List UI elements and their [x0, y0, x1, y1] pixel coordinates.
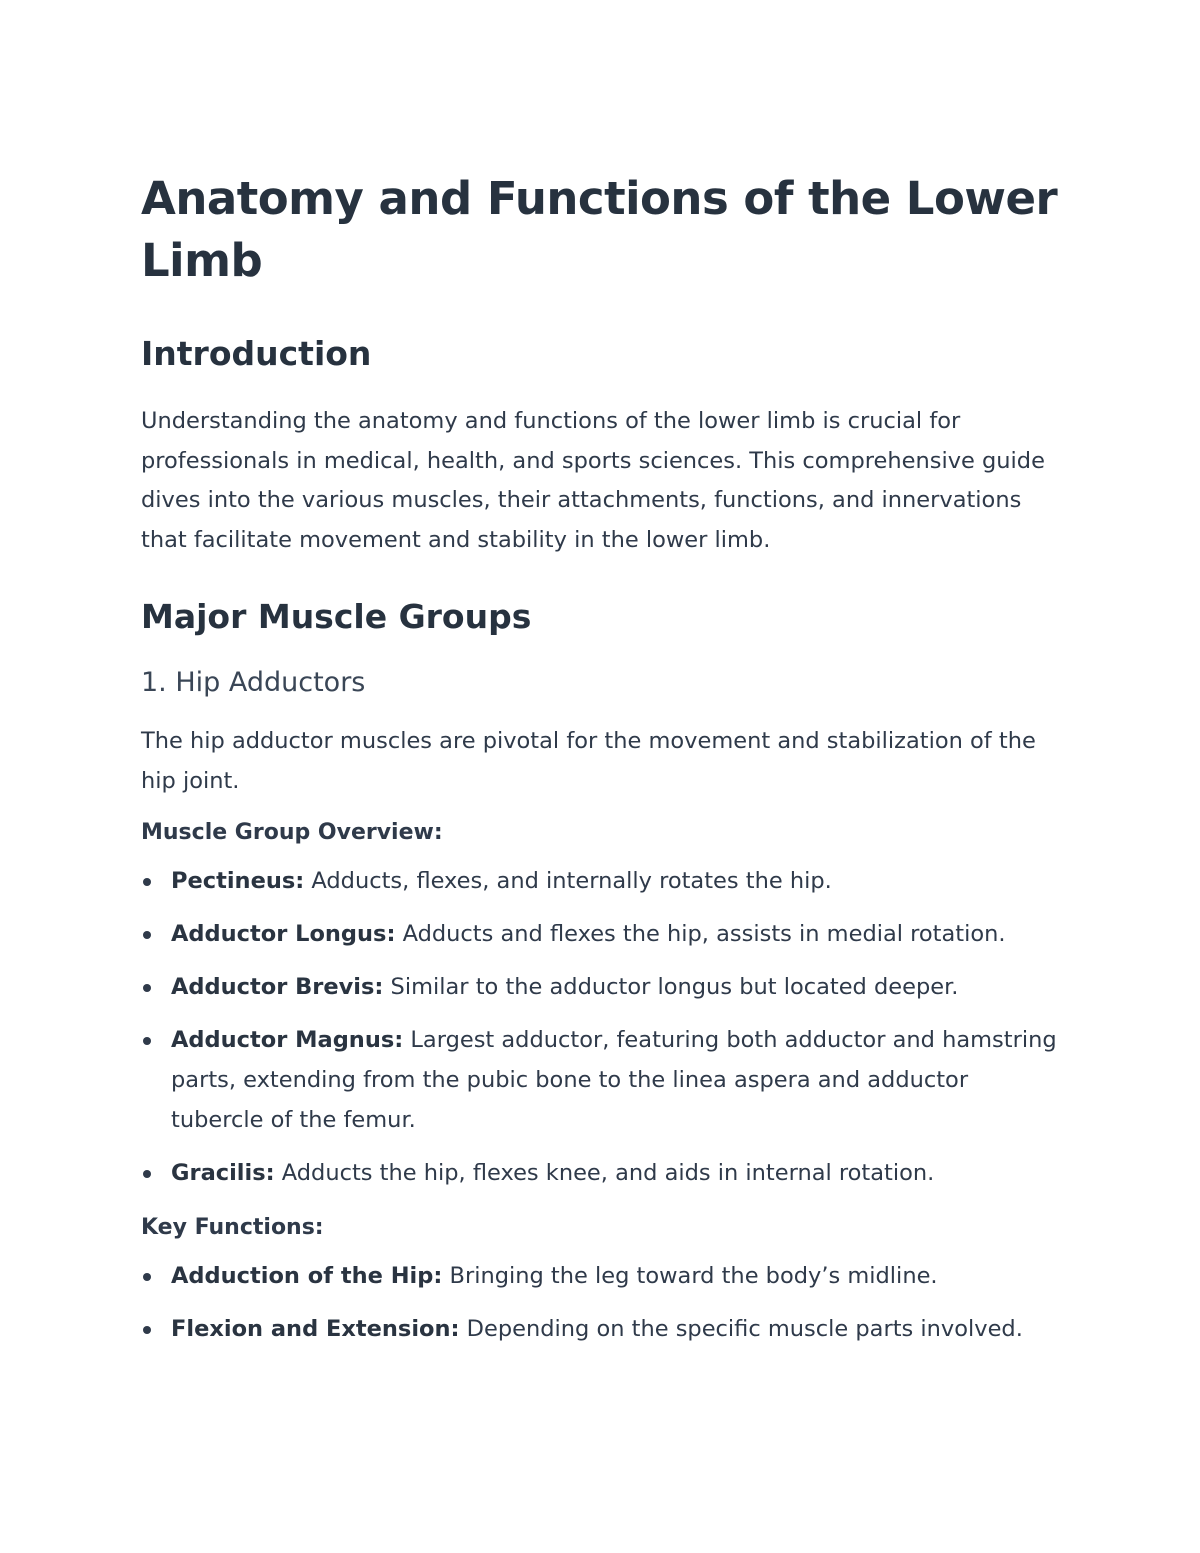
list-item [141, 1153, 1060, 1193]
key-functions-label: Key Functions: [141, 1215, 324, 1240]
list-item-description: Depending on the specific muscle parts involved. [459, 1316, 1023, 1342]
hip-adductors-heading: 1. Hip Adductors [141, 667, 366, 698]
bullet-icon [143, 1273, 151, 1281]
bullet-icon [143, 984, 151, 992]
introduction-heading: Introduction [141, 334, 372, 373]
list-item [141, 914, 1060, 954]
hip-adductors-paragraph: The hip adductor muscles are pivotal for the movement and stabilization of the hip joint. [141, 728, 1036, 794]
list-item-term: Pectineus: [171, 868, 305, 894]
list-item-description: Adducts, flexes, and internally rotates the hip. [304, 868, 832, 894]
list-item [141, 967, 1060, 1007]
list-item-term: Adductor Longus: [171, 921, 396, 947]
muscle-group-overview-label: Muscle Group Overview: [141, 820, 443, 845]
list-item-description: Largest adductor, featuring both adductor and hamstring parts, extending from the pubic bone to the linea aspera and adductor tubercle of the femur. [171, 1027, 1057, 1133]
bullet-icon [143, 1170, 151, 1178]
list-item-description: Adducts and flexes the hip, assists in medial rotation. [395, 921, 1006, 947]
bullet-icon [143, 1037, 151, 1045]
list-item [141, 861, 1060, 901]
list-item [141, 1256, 1060, 1296]
major-muscle-groups-heading: Major Muscle Groups [141, 597, 532, 636]
bullet-icon [143, 1326, 151, 1334]
list-item-term: Flexion and Extension: [171, 1316, 460, 1342]
document-title: Anatomy and Functions of the Lower Limb [141, 172, 1058, 287]
list-item-term: Gracilis: [171, 1160, 275, 1186]
bullet-icon [143, 931, 151, 939]
list-item-description: Bringing the leg toward the body’s midline. [442, 1263, 938, 1289]
introduction-paragraph: Understanding the anatomy and functions of the lower limb is crucial for professionals in medical, health, and sports sciences. This comprehensive guide dives into the various muscles, their attachments, functions, and innervations that facilitate movement and stability in the lower limb. [141, 408, 1045, 553]
list-item-description: Adducts the hip, flexes knee, and aids in internal rotation. [274, 1160, 935, 1186]
list-item-description: Similar to the adductor longus but located deeper. [383, 974, 959, 1000]
list-item-term: Adduction of the Hip: [171, 1263, 443, 1289]
bullet-icon [143, 878, 151, 886]
list-item-term: Adductor Brevis: [171, 974, 384, 1000]
list-item [141, 1020, 1060, 1140]
list-item-term: Adductor Magnus: [171, 1027, 404, 1053]
muscle-overview-list [141, 861, 1060, 1193]
key-functions-list [141, 1256, 1060, 1349]
list-item [141, 1309, 1060, 1349]
